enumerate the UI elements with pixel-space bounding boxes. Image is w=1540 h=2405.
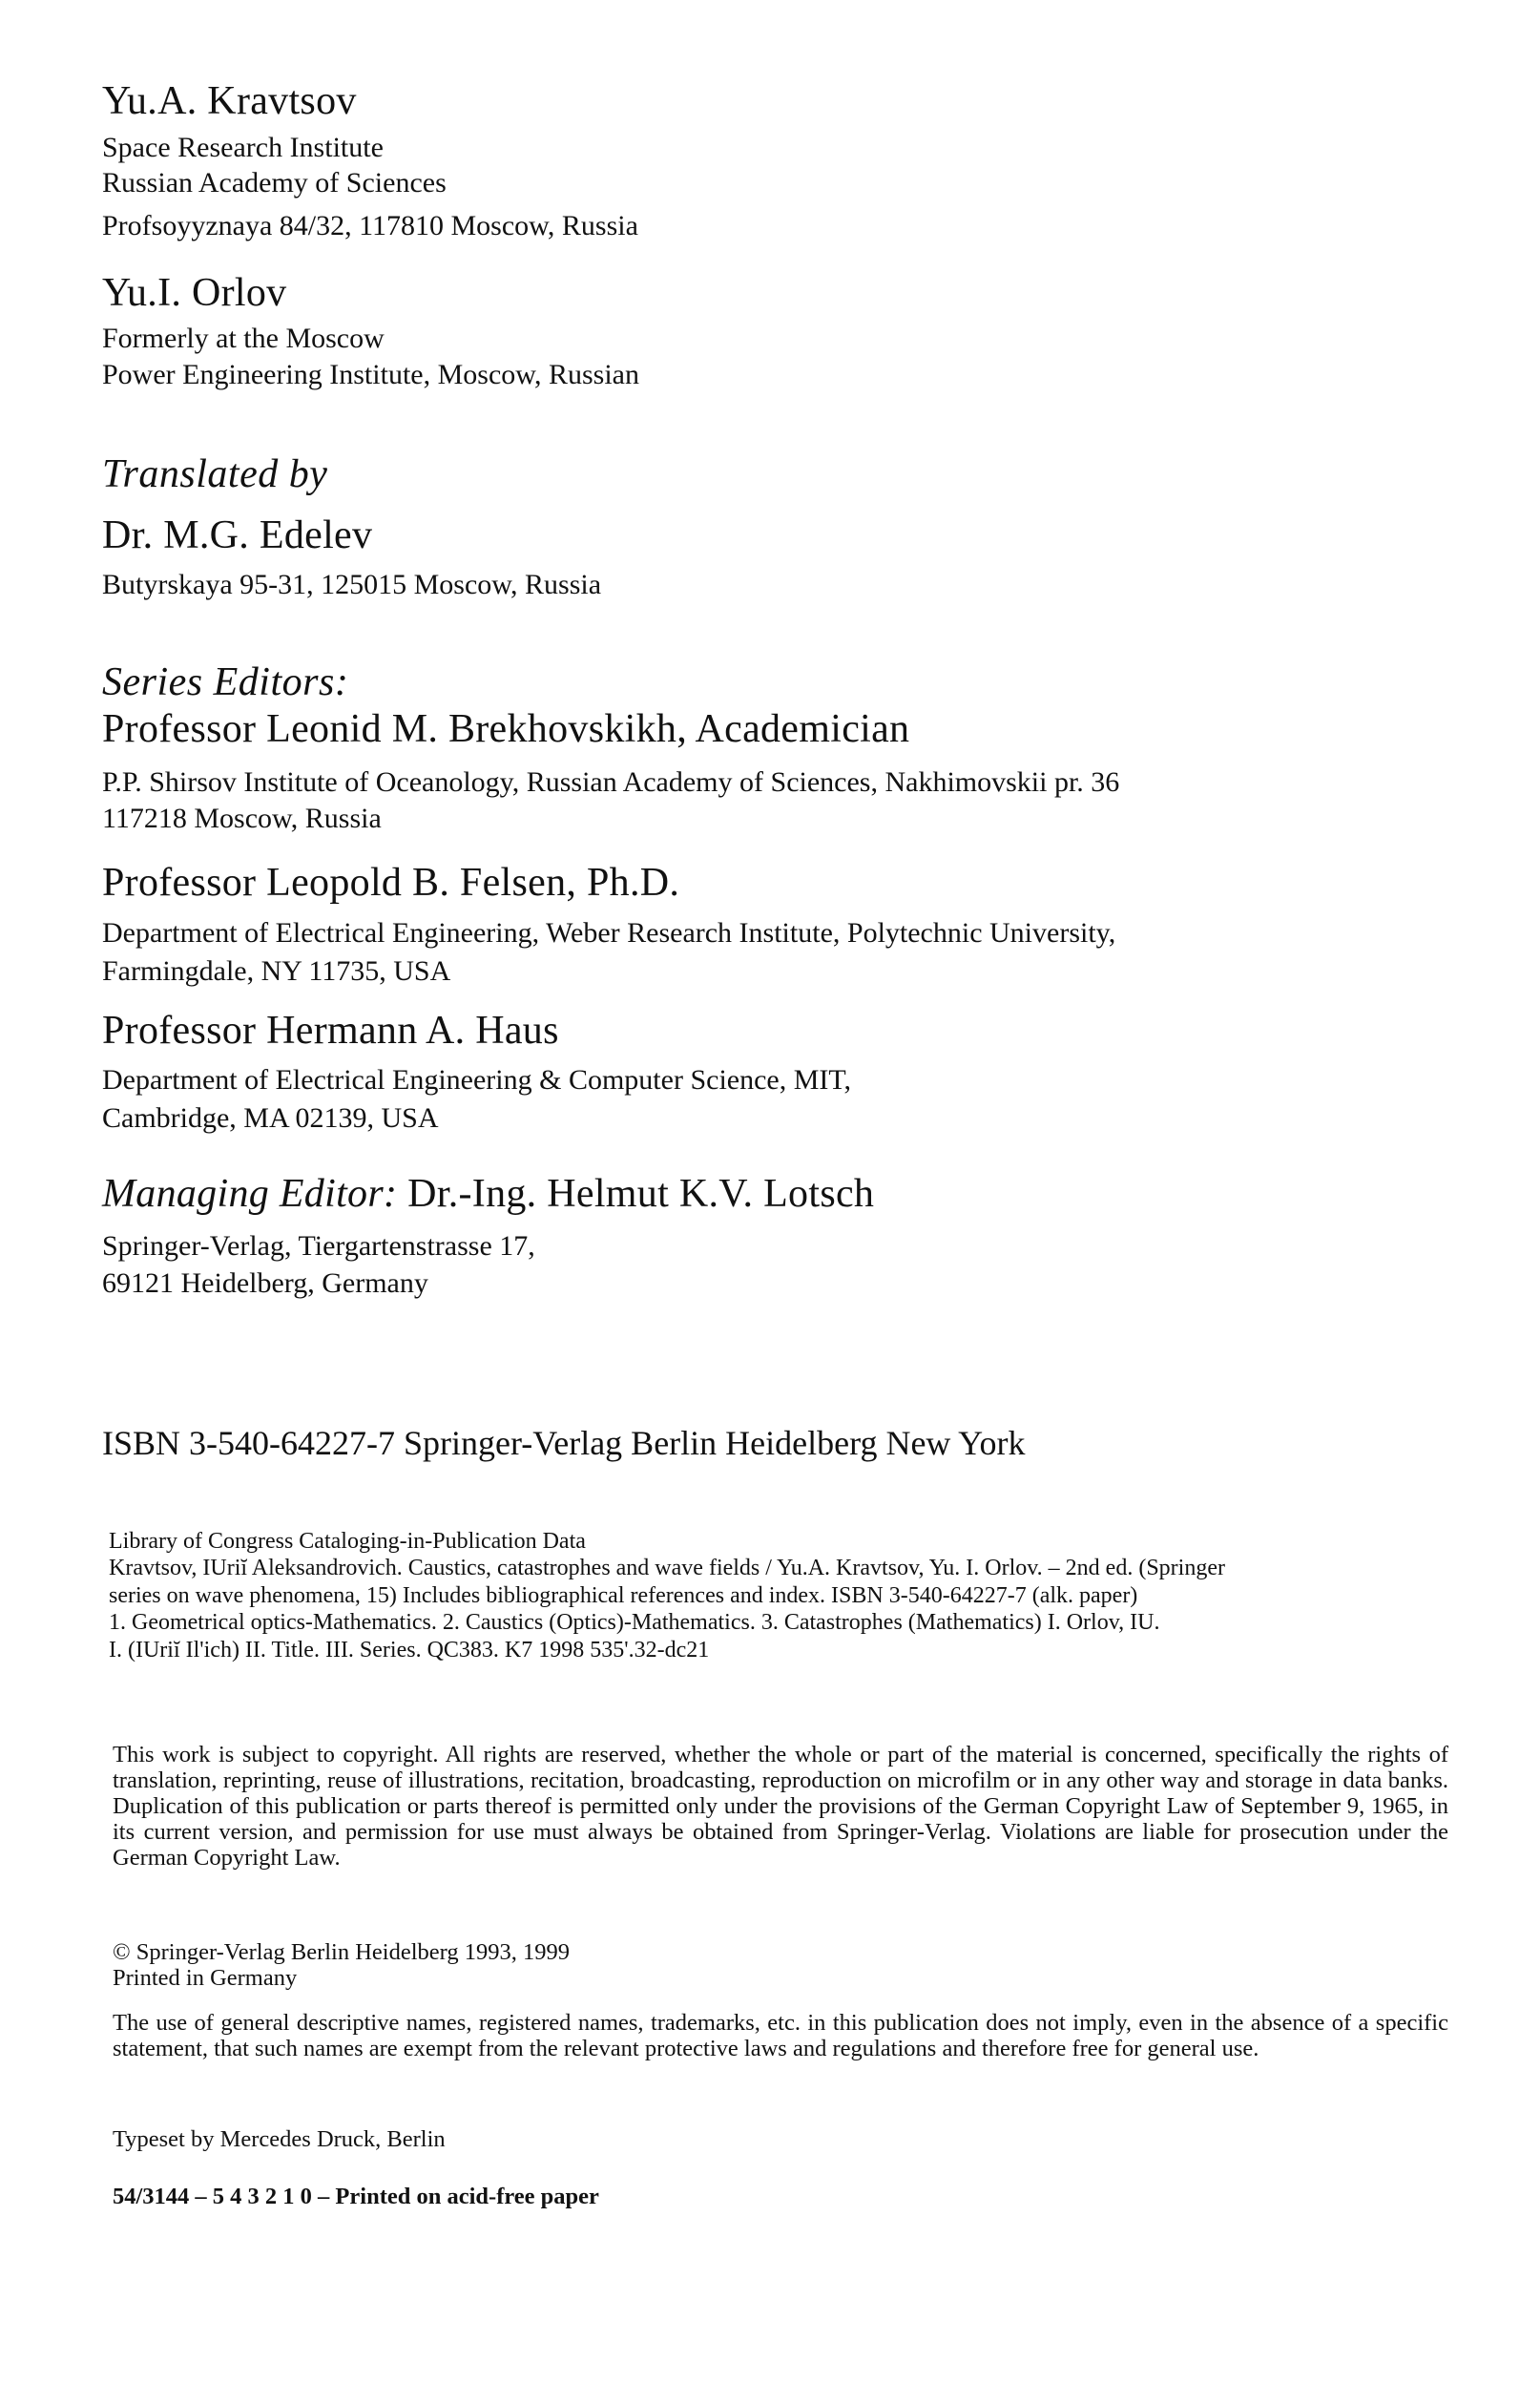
managing-editor-address-line: Springer-Verlag, Tiergartenstrasse 17, bbox=[102, 1230, 535, 1262]
translator-name: Dr. M.G. Edelev bbox=[102, 513, 373, 557]
series-editor-name: Professor Leonid M. Brekhovskikh, Academician bbox=[102, 707, 910, 751]
translated-by-heading: Translated by bbox=[102, 452, 328, 496]
copyright-notice: This work is subject to copyright. All rights are reserved, whether the whole or part of the material is concerned, specifically the rights of translation, reprinting, reuse of illustrations, recitation, broadcasting, reproduction on microfilm or in any other way and storage in data banks. Duplication of this publication or parts thereof is permitted only under the provisions of the German Copyright Law of September 9, 1965, in its current version, and permission for use must always be obtained from Springer-Verlag. Violations are liable for prosecution under the German Copyright Law. bbox=[113, 1742, 1448, 1871]
managing-editor-heading: Managing Editor: bbox=[102, 1172, 398, 1216]
copyright-line: © Springer-Verlag Berlin Heidelberg 1993, 1999 bbox=[113, 1939, 570, 1965]
series-editor-address-line: P.P. Shirsov Institute of Oceanology, Russian Academy of Sciences, Nakhimovskii pr. 36 bbox=[102, 766, 1120, 798]
printed-in: Printed in Germany bbox=[113, 1965, 298, 1991]
series-editor-name: Professor Hermann A. Haus bbox=[102, 1009, 559, 1053]
cip-line: Library of Congress Cataloging-in-Publication Data bbox=[109, 1529, 586, 1554]
author-address-line: Power Engineering Institute, Moscow, Russian bbox=[102, 359, 639, 390]
series-editors-heading: Series Editors: bbox=[102, 660, 349, 704]
managing-editor-line bbox=[102, 1170, 874, 1218]
series-editor-address-line: 117218 Moscow, Russia bbox=[102, 803, 382, 834]
managing-editor-address-line: 69121 Heidelberg, Germany bbox=[102, 1267, 428, 1299]
cip-line: I. (IUriĭ Il'ich) II. Title. III. Series. QC383. K7 1998 535'.32-dc21 bbox=[109, 1638, 710, 1663]
author-name: Yu.A. Kravtsov bbox=[102, 79, 357, 123]
series-editor-address-line: Cambridge, MA 02139, USA bbox=[102, 1102, 439, 1134]
isbn-line: ISBN 3-540-64227-7 Springer-Verlag Berlin Heidelberg New York bbox=[102, 1424, 1026, 1462]
series-editor-address-line: Department of Electrical Engineering & Computer Science, MIT, bbox=[102, 1064, 851, 1096]
trademark-notice: The use of general descriptive names, registered names, trademarks, etc. in this publication does not imply, even in the absence of a specific statement, that such names are exempt from the relevant protective laws and regulations and therefore free for general use. bbox=[113, 2010, 1448, 2061]
print-code: 54/3144 – 5 4 3 2 1 0 – Printed on acid-free paper bbox=[113, 2184, 599, 2209]
author-address-line: Formerly at the Moscow bbox=[102, 323, 385, 354]
cip-line: 1. Geometrical optics-Mathematics. 2. Caustics (Optics)-Mathematics. 3. Catastrophes (Mathematics) I. Orlov, IU. bbox=[109, 1610, 1160, 1635]
series-editor-address-line: Farmingdale, NY 11735, USA bbox=[102, 955, 451, 987]
cip-line: Kravtsov, IUriĭ Aleksandrovich. Caustics, catastrophes and wave fields / Yu.A. Kravtsov, Yu. I. Orlov. – 2nd ed. (Springer bbox=[109, 1556, 1225, 1580]
translator-address: Butyrskaya 95-31, 125015 Moscow, Russia bbox=[102, 569, 602, 600]
author-name: Yu.I. Orlov bbox=[102, 271, 287, 315]
cip-line: series on wave phenomena, 15) Includes bibliographical references and index. ISBN 3-540-64227-7 (alk. paper) bbox=[109, 1583, 1138, 1608]
author-address-line: Profsoyyznaya 84/32, 117810 Moscow, Russia bbox=[102, 210, 638, 241]
managing-editor-name: Dr.-Ing. Helmut K.V. Lotsch bbox=[407, 1172, 875, 1216]
author-address-line: Russian Academy of Sciences bbox=[102, 167, 447, 199]
author-address-line: Space Research Institute bbox=[102, 132, 384, 163]
typeset-line: Typeset by Mercedes Druck, Berlin bbox=[113, 2126, 446, 2152]
series-editor-address-line: Department of Electrical Engineering, Weber Research Institute, Polytechnic University, bbox=[102, 917, 1116, 949]
series-editor-name: Professor Leopold B. Felsen, Ph.D. bbox=[102, 861, 680, 905]
